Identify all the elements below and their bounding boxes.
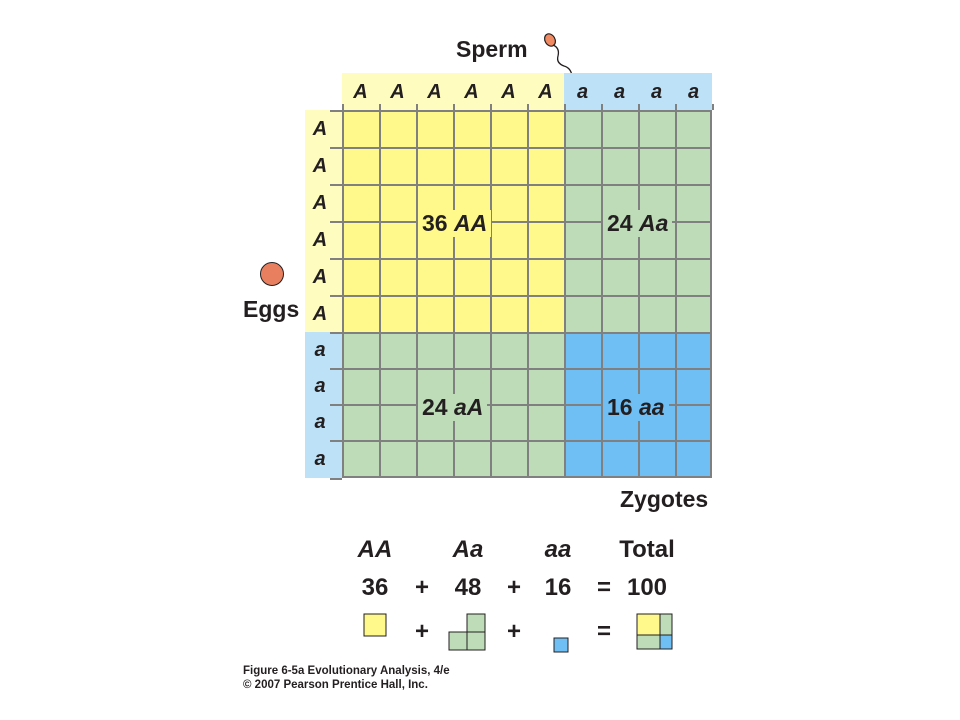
grid-cell <box>564 368 601 404</box>
grid-cell <box>675 404 712 440</box>
egg-allele: A <box>312 154 328 177</box>
grid-cell <box>527 440 564 478</box>
grid-cell <box>490 440 527 478</box>
summary-equals: = <box>596 574 611 601</box>
quadrant-aa-genotype: aa <box>638 394 665 420</box>
grid-cell <box>379 221 416 258</box>
header-grid-line <box>330 221 342 223</box>
grid-cell <box>416 332 453 368</box>
grid-cell <box>675 258 712 295</box>
punnett-grid <box>342 110 712 478</box>
egg-allele: a <box>314 411 326 433</box>
grid-cell <box>379 184 416 221</box>
header-grid-line <box>330 184 342 186</box>
credit-line-2: © 2007 Pearson Prentice Hall, Inc. <box>243 679 428 692</box>
grid-cell <box>416 295 453 332</box>
grid-cell <box>342 295 379 332</box>
grid-cell <box>675 295 712 332</box>
header-grid-line <box>712 104 714 110</box>
grid-cell <box>342 404 379 440</box>
credit-line-1: Figure 6-5a Evolutionary Analysis, 4/e <box>243 665 450 677</box>
grid-cell <box>490 368 527 404</box>
grid-cell <box>490 221 527 258</box>
grid-cell <box>379 110 416 147</box>
header-grid-line <box>453 104 455 110</box>
header-grid-line <box>342 104 344 110</box>
quadrant-Aa-count: 24 <box>607 210 633 236</box>
sperm-allele: a <box>613 81 626 103</box>
grid-cell <box>490 404 527 440</box>
summary-header-Aa: Aa <box>452 536 484 563</box>
grid-cell <box>379 440 416 478</box>
grid-cell <box>342 110 379 147</box>
header-grid-line <box>330 332 342 334</box>
grid-cell <box>564 147 601 184</box>
grid-cell <box>416 440 453 478</box>
header-grid-line <box>564 104 566 110</box>
grid-cell <box>638 440 675 478</box>
grid-cell <box>564 295 601 332</box>
grid-cell <box>527 221 564 258</box>
quadrant-Aa-genotype: Aa <box>638 210 669 236</box>
grid-cell <box>342 440 379 478</box>
grid-cell <box>675 221 712 258</box>
grid-cell <box>342 147 379 184</box>
header-grid-line <box>330 258 342 260</box>
grid-cell <box>453 147 490 184</box>
grid-cell <box>564 258 601 295</box>
quadrant-aA-genotype: aA <box>453 394 484 420</box>
quadrant-AA-genotype: AA <box>453 210 488 236</box>
sperm-allele: A <box>390 81 405 103</box>
sperm-allele: a <box>576 81 589 103</box>
grid-cell <box>490 147 527 184</box>
grid-cell <box>564 440 601 478</box>
egg-allele: A <box>312 191 328 214</box>
grid-cell <box>416 110 453 147</box>
grid-cell <box>564 110 601 147</box>
grid-cell <box>342 258 379 295</box>
egg-icon <box>260 262 284 286</box>
header-grid-line <box>379 104 381 110</box>
grid-cell <box>379 258 416 295</box>
summary-header-AA: AA <box>357 536 393 563</box>
grid-cell <box>601 332 638 368</box>
sperm-allele: A <box>353 81 368 103</box>
header-grid-line <box>330 440 342 442</box>
grid-cell <box>379 404 416 440</box>
header-grid-line <box>527 104 529 110</box>
egg-allele: a <box>314 448 326 470</box>
egg-allele: a <box>314 339 326 361</box>
grid-cell <box>490 332 527 368</box>
sperm-label: Sperm <box>456 36 528 62</box>
grid-cell <box>638 258 675 295</box>
egg-allele: A <box>312 117 328 140</box>
summary-icon-plus-2: + <box>506 618 521 645</box>
grid-cell <box>453 110 490 147</box>
egg-allele: A <box>312 265 328 288</box>
quadrant-AA-label <box>418 210 491 237</box>
header-grid-line <box>330 368 342 370</box>
grid-cell <box>342 368 379 404</box>
grid-cell <box>453 440 490 478</box>
grid-cell <box>564 184 601 221</box>
grid-cell <box>379 368 416 404</box>
grid-cell <box>675 110 712 147</box>
grid-cell <box>527 332 564 368</box>
grid-cell <box>601 258 638 295</box>
grid-cell <box>638 110 675 147</box>
grid-cell <box>638 332 675 368</box>
header-grid-line <box>416 104 418 110</box>
grid-cell <box>601 110 638 147</box>
egg-allele: a <box>314 375 326 397</box>
zygotes-label: Zygotes <box>620 486 709 512</box>
summary-plus-1: + <box>414 574 429 601</box>
grid-cell <box>564 404 601 440</box>
grid-cell <box>342 221 379 258</box>
header-grid-line <box>601 104 603 110</box>
grid-cell <box>527 110 564 147</box>
summary-plus-2: + <box>506 574 521 601</box>
summary-value-Aa: 48 <box>454 574 482 601</box>
grid-cell <box>490 184 527 221</box>
summary-value-aa: 16 <box>544 574 572 601</box>
grid-cell <box>527 184 564 221</box>
summary-header-aa: aa <box>544 536 572 563</box>
grid-cell <box>416 147 453 184</box>
grid-cell <box>490 258 527 295</box>
header-grid-line <box>330 404 342 406</box>
sperm-allele: A <box>427 81 442 103</box>
sperm-allele: a <box>650 81 663 103</box>
quadrant-AA-count: 36 <box>422 210 448 236</box>
summary-value-AA: 36 <box>361 574 389 601</box>
quadrant-aa-label <box>603 394 669 421</box>
sperm-allele: a <box>687 81 700 103</box>
grid-cell <box>675 440 712 478</box>
grid-cell <box>601 295 638 332</box>
quadrant-aa-count: 16 <box>607 394 633 420</box>
grid-cell <box>527 258 564 295</box>
summary-header-total: Total <box>619 536 675 563</box>
grid-cell <box>490 295 527 332</box>
quadrant-aA-count: 24 <box>422 394 448 420</box>
sperm-allele: A <box>464 81 479 103</box>
header-grid-line <box>330 478 342 480</box>
grid-cell <box>527 147 564 184</box>
grid-cell <box>453 258 490 295</box>
grid-cell <box>601 440 638 478</box>
header-grid-line <box>330 295 342 297</box>
header-grid-line <box>638 104 640 110</box>
grid-cell <box>675 147 712 184</box>
grid-cell <box>638 295 675 332</box>
header-grid-line <box>490 104 492 110</box>
egg-allele: A <box>312 302 328 325</box>
grid-cell <box>564 221 601 258</box>
grid-cell <box>379 332 416 368</box>
figure-credit <box>243 664 450 693</box>
grid-cell <box>527 368 564 404</box>
grid-cell <box>675 184 712 221</box>
grid-cell <box>675 368 712 404</box>
grid-cell <box>342 184 379 221</box>
quadrant-Aa-label <box>603 210 672 237</box>
summary-icon-plus-1: + <box>414 618 429 645</box>
header-grid-line <box>675 104 677 110</box>
quadrant-aA-label <box>418 394 487 421</box>
grid-cell <box>675 332 712 368</box>
grid-cell <box>342 332 379 368</box>
sperm-allele: A <box>538 81 553 103</box>
grid-cell <box>490 110 527 147</box>
grid-cell <box>416 258 453 295</box>
header-grid-line <box>330 147 342 149</box>
grid-cell <box>601 147 638 184</box>
egg-allele: A <box>312 228 328 251</box>
grid-cell <box>453 295 490 332</box>
grid-cell <box>379 295 416 332</box>
grid-cell <box>527 404 564 440</box>
eggs-label: Eggs <box>243 296 300 322</box>
grid-cell <box>564 332 601 368</box>
summary-value-total: 100 <box>626 574 668 601</box>
summary-icon-equals: = <box>596 618 611 645</box>
grid-cell <box>527 295 564 332</box>
sperm-allele: A <box>501 81 516 103</box>
grid-cell <box>453 332 490 368</box>
grid-cell <box>379 147 416 184</box>
grid-cell <box>638 147 675 184</box>
header-grid-line <box>330 110 342 112</box>
